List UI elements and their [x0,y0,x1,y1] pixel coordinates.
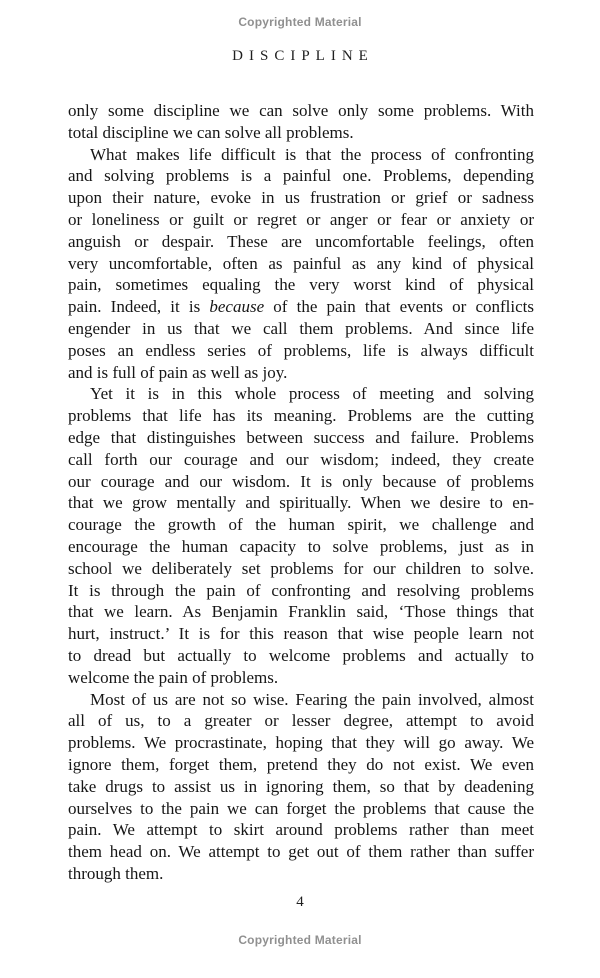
text-line [68,144,534,166]
text-line [68,427,534,449]
text-line [68,863,534,885]
copyright-notice-top: Copyrighted Material [238,15,362,29]
text-line [68,841,534,863]
text-line [68,253,534,275]
text-line [68,819,534,841]
text-segment: to dread but actually to welcome problems and actually to [68,645,534,665]
text-segment: them head on. We attempt to get out of them rather than suffer [68,842,534,862]
text-line [68,776,534,798]
text-segment: Yet it is in this whole process of meeting and solving [90,384,534,404]
text-segment: only some discipline we can solve only some problems. With [68,101,534,120]
text-line [68,100,534,122]
text-segment: pain. We attempt to skirt around problems rather than meet [68,820,534,840]
text-segment: pain, sometimes equaling the very worst kind of physical [68,275,534,295]
text-line [68,362,534,384]
text-line [68,187,534,209]
text-segment: ourselves to the pain we can forget the problems that cause the [68,798,534,818]
text-segment: of the pain that events or conflicts [264,297,534,317]
text-line [68,732,534,754]
text-segment: upon their nature, evoke in us frustration or grief or sadness [68,188,534,208]
text-segment: problems. We procrastinate, hoping that they will go away. We [68,733,534,753]
text-segment: total discipline we can solve all problems. [68,122,354,142]
text-line [68,449,534,471]
text-segment: anguish or despair. These are uncomfortable feelings, often [68,231,534,251]
text-line [68,645,534,667]
text-line [68,623,534,645]
text-segment: ignore them, forget them, pretend they do not exist. We even [68,754,534,774]
text-segment: our courage and our wisdom. It is only because of problems [68,471,534,491]
text-segment: take drugs to assist us in ignoring them, so that by deadening [68,776,534,796]
text-line [68,514,534,536]
text-segment: edge that distinguishes between success and failure. Problems [68,427,534,447]
text-line [68,798,534,820]
italic-text: because [209,297,265,317]
text-segment: and solving problems is a painful one. Problems, depending [68,166,534,186]
text-line [68,318,534,340]
copyright-notice-bottom: Copyrighted Material [238,933,362,947]
page-number: 4 [296,894,304,910]
text-line [68,209,534,231]
text-segment: pain. Indeed, it is [68,297,210,317]
text-line [68,580,534,602]
text-segment: school we deliberately set problems for our children to solve. [68,558,534,578]
text-line [68,667,534,689]
text-segment: through them. [68,863,164,883]
text-line [68,710,534,732]
text-segment: encourage the human capacity to solve problems, just as in [68,536,534,556]
text-segment: that we grow mentally and spiritually. When we desire to en- [68,493,534,513]
text-line [68,689,534,711]
text-segment: or loneliness or guilt or regret or anger or fear or anxiety or [68,209,534,229]
text-line [68,340,534,362]
text-line [68,471,534,493]
body-text [68,100,534,885]
text-line [68,122,534,144]
text-segment: all of us, to a greater or lesser degree, attempt to avoid [68,711,534,731]
text-segment: problems that life has its meaning. Problems are the cutting [68,406,534,426]
text-segment: welcome the pain of problems. [68,667,279,687]
text-line [68,296,534,318]
text-segment: poses an endless series of problems, life is always difficult [68,340,534,360]
text-line [68,274,534,296]
text-line [68,405,534,427]
text-segment: hurt, instruct.’ It is for this reason that wise people learn not [68,624,534,644]
text-segment: engender in us that we call them problems. And since life [68,318,534,338]
text-segment: very uncomfortable, often as painful as any kind of physical [68,253,534,273]
text-segment: that we learn. As Benjamin Franklin said, ‘Those things that [68,602,534,622]
chapter-title: DISCIPLINE [232,48,374,64]
text-segment: It is through the pain of confronting and resolving problems [68,580,534,600]
text-line [68,231,534,253]
text-line [68,492,534,514]
text-line [68,754,534,776]
text-line [68,536,534,558]
text-line [68,558,534,580]
text-line [68,383,534,405]
text-line [68,165,534,187]
text-segment: courage the growth of the human spirit, we challenge and [68,515,534,535]
text-segment: What makes life difficult is that the process of confronting [90,144,534,164]
text-segment: Most of us are not so wise. Fearing the pain involved, almost [90,689,534,709]
text-line [68,601,534,623]
text-segment: call forth our courage and our wisdom; indeed, they create [68,449,534,469]
text-segment: and is full of pain as well as joy. [68,362,288,382]
